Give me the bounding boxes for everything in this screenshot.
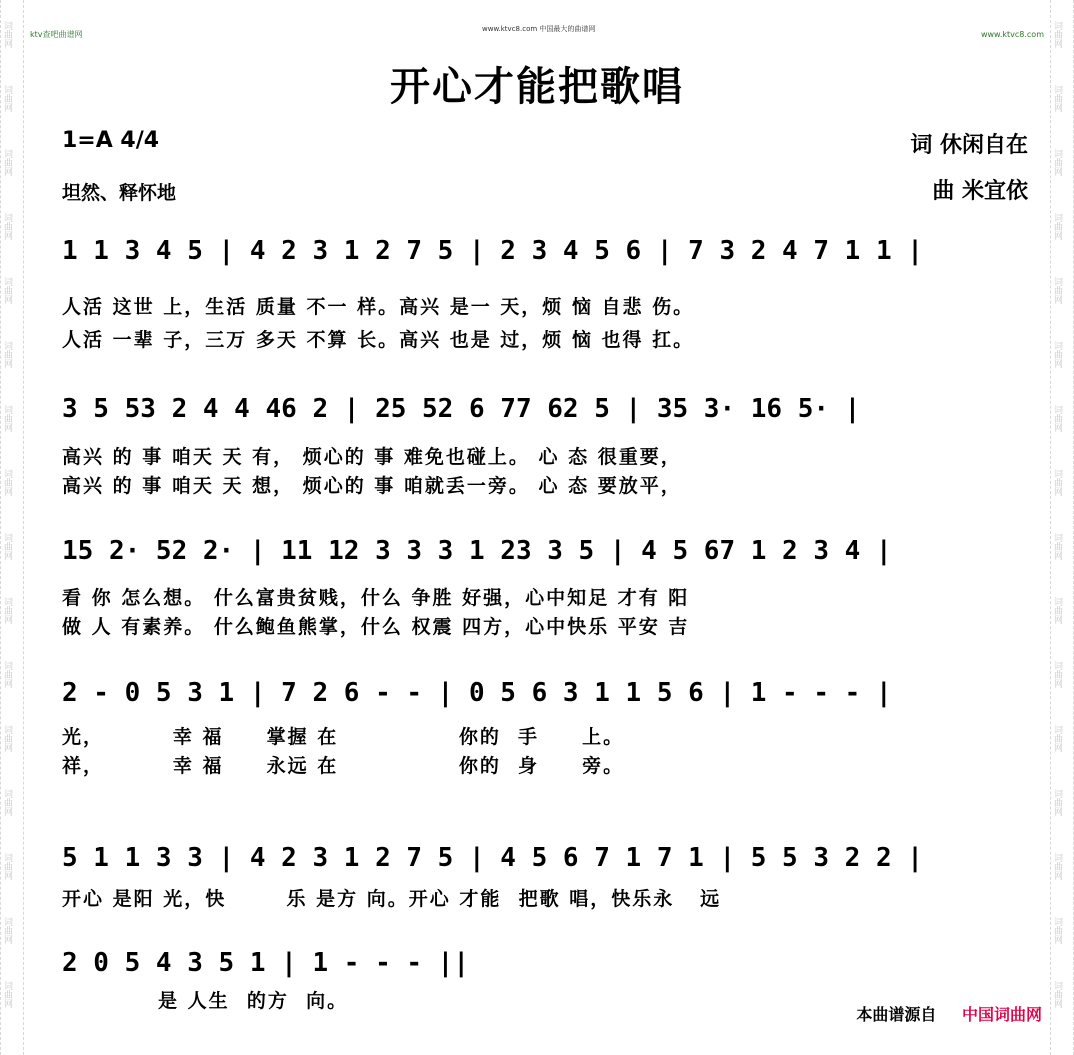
- watermark-text: 词曲网: [2, 788, 12, 816]
- right-watermark-strip: [1050, 0, 1074, 1055]
- watermark-text: 词曲网: [1052, 980, 1062, 1008]
- watermark-text: 词曲网: [1052, 852, 1062, 880]
- watermark-text: 词曲网: [2, 596, 12, 624]
- lyrics-line-3b: 做 人 有素养。 什么鲍鱼熊掌，什么 权震 四方，心中快乐 平安 吉: [62, 616, 690, 638]
- watermark-top-left: ktv查吧曲谱网: [30, 30, 83, 39]
- lyrics-line-4a: 光， 幸 福 掌握 在 你的 手 上。: [62, 726, 625, 748]
- lyrics-line-4b: 祥， 幸 福 永远 在 你的 身 旁。: [62, 755, 625, 777]
- watermark-text: 词曲网: [1052, 596, 1062, 624]
- watermark-text: 词曲网: [2, 980, 12, 1008]
- watermark-text: 词曲网: [2, 276, 12, 304]
- watermark-text: 词曲网: [2, 84, 12, 112]
- notation-line-3: 15 2· 52 2· | 11 12 3 3 3 1 23 3 5 | 4 5 67 1 2 3 4 |: [62, 536, 892, 566]
- watermark-text: 词曲网: [1052, 84, 1062, 112]
- watermark-text: 词曲网: [2, 212, 12, 240]
- notation-line-4: 2 - 0 5 3 1 | 7 2 6 - - | 0 5 6 3 1 1 5 6 | 1 - - - |: [62, 678, 892, 708]
- source-label: 本曲谱源自: [856, 1005, 937, 1024]
- lyrics-line-2b: 高兴 的 事 咱天 天 想， 烦心的 事 咱就丢一旁。 心 态 要放平，: [62, 475, 682, 497]
- song-title: 开心才能把歌唱: [390, 63, 684, 110]
- watermark-text: 词曲网: [1052, 788, 1062, 816]
- key-signature: 1=A 4/4: [62, 128, 160, 153]
- lyrics-line-1b: 人活 一辈 子，三万 多天 不算 长。高兴 也是 过，烦 恼 也得 扛。: [62, 329, 695, 351]
- composer-credit: 曲 米宜依: [932, 179, 1028, 204]
- watermark-text: 词曲网: [1052, 212, 1062, 240]
- notation-line-2: 3 5 53 2 4 4 46 2 | 25 52 6 77 62 5 | 35 3· 16 5· |: [62, 394, 861, 424]
- watermark-text: 词曲网: [2, 20, 12, 48]
- notation-line-1: 1 1 3 4 5 | 4 2 3 1 2 7 5 | 2 3 4 5 6 | 7 3 2 4 7 1 1 |: [62, 236, 923, 266]
- watermark-text: 词曲网: [1052, 404, 1062, 432]
- watermark-text: 词曲网: [2, 724, 12, 752]
- brand-label: 中国词曲网: [961, 1005, 1042, 1024]
- watermark-text: 词曲网: [1052, 724, 1062, 752]
- watermark-text: 词曲网: [1052, 532, 1062, 560]
- watermark-text: 词曲网: [2, 148, 12, 176]
- watermark-text: 词曲网: [2, 532, 12, 560]
- watermark-text: 词曲网: [2, 404, 12, 432]
- lyrics-line-1a: 人活 这世 上，生活 质量 不一 样。高兴 是一 天，烦 恼 自悲 伤。: [62, 296, 695, 318]
- notation-line-6: 2 0 5 4 3 5 1 | 1 - - - ||: [62, 948, 469, 978]
- lyrics-line-5a: 开心 是阳 光，快 乐 是方 向。开心 才能 把歌 唱，快乐永 远: [62, 888, 722, 910]
- watermark-text: 词曲网: [1052, 916, 1062, 944]
- notation-line-5: 5 1 1 3 3 | 4 2 3 1 2 7 5 | 4 5 6 7 1 7 1 | 5 5 3 2 2 |: [62, 843, 923, 873]
- watermark-text: 词曲网: [2, 660, 12, 688]
- watermark-text: 词曲网: [2, 852, 12, 880]
- footer-credit: [856, 1002, 1042, 1025]
- watermark-text: 词曲网: [1052, 20, 1062, 48]
- watermark-text: 词曲网: [1052, 660, 1062, 688]
- lyrics-line-2a: 高兴 的 事 咱天 天 有， 烦心的 事 难免也碰上。 心 态 很重要，: [62, 446, 682, 468]
- watermark-top-center: www.ktvc8.com 中国最大的曲谱网: [482, 25, 596, 33]
- watermark-text: 词曲网: [2, 916, 12, 944]
- left-watermark-strip: [0, 0, 24, 1055]
- watermark-top-right: www.ktvc8.com: [980, 30, 1044, 39]
- watermark-text: 词曲网: [1052, 148, 1062, 176]
- watermark-text: 词曲网: [2, 340, 12, 368]
- watermark-text: 词曲网: [1052, 340, 1062, 368]
- watermark-text: 词曲网: [2, 468, 12, 496]
- performance-direction: 坦然、释怀地: [62, 182, 177, 204]
- lyrics-line-6a: 是 人生 的方 向。: [158, 990, 349, 1012]
- watermark-text: 词曲网: [1052, 468, 1062, 496]
- watermark-text: 词曲网: [1052, 276, 1062, 304]
- lyrics-line-3a: 看 你 怎么想。 什么富贵贫贱，什么 争胜 好强，心中知足 才有 阳: [62, 587, 690, 609]
- lyricist-credit: 词 休闲自在: [910, 133, 1028, 158]
